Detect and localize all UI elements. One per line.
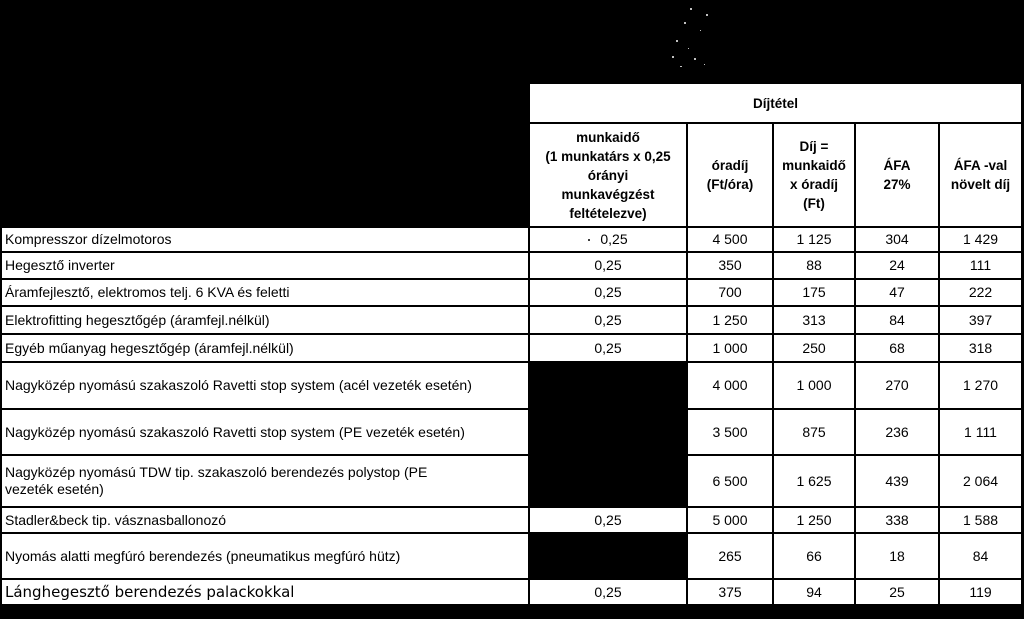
total-cell: 1 111 (939, 409, 1022, 455)
vat-cell: 47 (855, 279, 939, 306)
total-cell: 397 (939, 306, 1022, 334)
table-row (1, 579, 1022, 605)
fee-cell: 1 250 (773, 507, 855, 533)
item-name: Lánghegesztő berendezés palackokkal (1, 579, 529, 605)
column-header-total: ÁFA -val növelt díj (939, 123, 1022, 227)
fee-cell: 1 125 (773, 227, 855, 252)
item-name: Áramfejlesztő, elektromos telj. 6 KVA és feletti (1, 279, 529, 306)
hourly-rate-cell: 350 (687, 252, 773, 279)
hourly-rate-cell: 700 (687, 279, 773, 306)
header-row-group (1, 83, 1022, 123)
table-row (1, 362, 1022, 409)
table-row (1, 455, 1022, 507)
total-cell: 2 064 (939, 455, 1022, 507)
item-name: Nagyközép nyomású szakaszoló Ravetti stop system (PE vezeték esetén) (1, 409, 529, 455)
fee-cell: 175 (773, 279, 855, 306)
work-time-cell: 0,25 (529, 279, 687, 306)
vat-cell: 270 (855, 362, 939, 409)
table-row (1, 227, 1022, 252)
fee-cell: 313 (773, 306, 855, 334)
vat-cell: 68 (855, 334, 939, 362)
work-time-cell: 0,25 (529, 227, 687, 252)
redacted-cell (529, 362, 687, 409)
column-header-fee: Díj = munkaidő x óradíj (Ft) (773, 123, 855, 227)
fee-table (0, 82, 1023, 606)
header-row-columns (1, 123, 1022, 227)
total-cell: 1 429 (939, 227, 1022, 252)
hourly-rate-cell: 1 250 (687, 306, 773, 334)
vat-cell: 304 (855, 227, 939, 252)
table-row (1, 507, 1022, 533)
redacted-cell (529, 455, 687, 507)
vat-cell: 25 (855, 579, 939, 605)
item-name: Nagyközép nyomású TDW tip. szakaszoló berendezés polystop (PE vezeték esetén) (1, 455, 529, 507)
work-time-cell: 0,25 (529, 334, 687, 362)
item-name: Egyéb műanyag hegesztőgép (áramfejl.nélkül) (1, 334, 529, 362)
table-row (1, 533, 1022, 579)
item-name: Nyomás alatti megfúró berendezés (pneumatikus megfúró hütz) (1, 533, 529, 579)
table-row (1, 334, 1022, 362)
total-cell: 84 (939, 533, 1022, 579)
fee-cell: 94 (773, 579, 855, 605)
item-name: Nagyközép nyomású szakaszoló Ravetti stop system (acél vezeték esetén) (1, 362, 529, 409)
column-header-vat: ÁFA 27% (855, 123, 939, 227)
work-time-cell: 0,25 (529, 306, 687, 334)
vat-cell: 236 (855, 409, 939, 455)
table-row (1, 409, 1022, 455)
vat-cell: 338 (855, 507, 939, 533)
fee-cell: 250 (773, 334, 855, 362)
hourly-rate-cell: 4 000 (687, 362, 773, 409)
vat-cell: 439 (855, 455, 939, 507)
column-header-work-time: munkaidő (1 munkatárs x 0,25 órányi munkavégzést feltételezve) (529, 123, 687, 227)
work-time-cell: 0,25 (529, 579, 687, 605)
total-cell: 222 (939, 279, 1022, 306)
fee-cell: 1 000 (773, 362, 855, 409)
work-time-cell: 0,25 (529, 252, 687, 279)
fee-cell: 875 (773, 409, 855, 455)
item-name: Hegesztő inverter (1, 252, 529, 279)
column-header-hourly-rate: óradíj (Ft/óra) (687, 123, 773, 227)
redacted-cell (529, 409, 687, 455)
fee-cell: 1 625 (773, 455, 855, 507)
hourly-rate-cell: 5 000 (687, 507, 773, 533)
item-name: Elektrofitting hegesztőgép (áramfejl.nélkül) (1, 306, 529, 334)
total-cell: 111 (939, 252, 1022, 279)
vat-cell: 24 (855, 252, 939, 279)
item-name: Stadler&beck tip. vásznasballonozó (1, 507, 529, 533)
total-cell: 1 588 (939, 507, 1022, 533)
fee-cell: 88 (773, 252, 855, 279)
hourly-rate-cell: 1 000 (687, 334, 773, 362)
total-cell: 119 (939, 579, 1022, 605)
redacted-cell (529, 533, 687, 579)
total-cell: 1 270 (939, 362, 1022, 409)
item-name: Kompresszor dízelmotoros (1, 227, 529, 252)
hourly-rate-cell: 6 500 (687, 455, 773, 507)
table-row (1, 252, 1022, 279)
hourly-rate-cell: 4 500 (687, 227, 773, 252)
vat-cell: 18 (855, 533, 939, 579)
group-header: Díjtétel (529, 83, 1022, 123)
hourly-rate-cell: 375 (687, 579, 773, 605)
vat-cell: 84 (855, 306, 939, 334)
work-time-cell: 0,25 (529, 507, 687, 533)
fee-cell: 66 (773, 533, 855, 579)
table-row (1, 306, 1022, 334)
hourly-rate-cell: 265 (687, 533, 773, 579)
total-cell: 318 (939, 334, 1022, 362)
table-row (1, 279, 1022, 306)
hourly-rate-cell: 3 500 (687, 409, 773, 455)
